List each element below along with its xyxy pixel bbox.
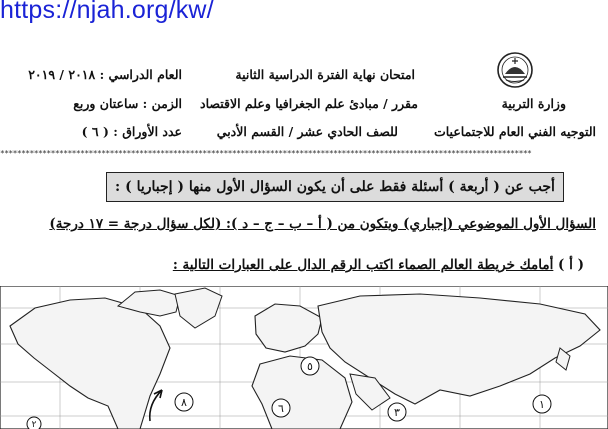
instruction-text: أجب عن ( أربعة ) أسئلة فقط على أن يكون السؤال الأول منها ( إجباريا ) :	[115, 179, 555, 195]
question-1a-text: أمامك خريطة العالم الصماء اكتب الرقم الدال على العبارات التالية :	[172, 257, 554, 273]
map-marker-6: ٦	[278, 402, 284, 415]
exam-title: امتحان نهاية الفترة الدراسية الثانية	[235, 67, 415, 82]
map-marker-5: ٥	[307, 360, 313, 373]
grade-title: للصف الحادي عشر / القسم الأدبي	[216, 124, 398, 139]
question-1-heading: السؤال الأول الموضوعي (إجباري) ويتكون من ( أ – ب – ج – د ): (لكل سؤال درجة = ١٧ درجة)	[49, 216, 596, 232]
source-url[interactable]: https://njah.org/kw/	[0, 0, 214, 24]
page-count: عدد الأوراق : ( ٦ )	[81, 124, 182, 139]
course-title: مقرر / مبادئ علم الجغرافيا وعلم الاقتصاد	[200, 96, 418, 111]
question-1a-prefix: ( أ )	[553, 257, 584, 273]
map-marker-1: ١	[539, 398, 545, 411]
separator-line: ******************************************************************************************************************************	[0, 150, 532, 158]
department-name: التوجيه الفني العام للاجتماعيات	[433, 124, 596, 139]
map-marker-2: ٢	[31, 420, 37, 429]
instruction-box	[106, 172, 564, 202]
map-marker-8: ٨	[181, 396, 187, 409]
map-marker-3: ٣	[394, 406, 400, 419]
question-1a	[173, 257, 584, 273]
school-year: العام الدراسي : ٢٠١٨ / ٢٠١٩	[28, 67, 182, 82]
ministry-name: وزارة التربية	[501, 96, 566, 111]
ministry-emblem-icon	[495, 50, 535, 90]
exam-duration: الزمن : ساعتان وربع	[73, 96, 182, 111]
world-blank-map	[0, 286, 608, 429]
